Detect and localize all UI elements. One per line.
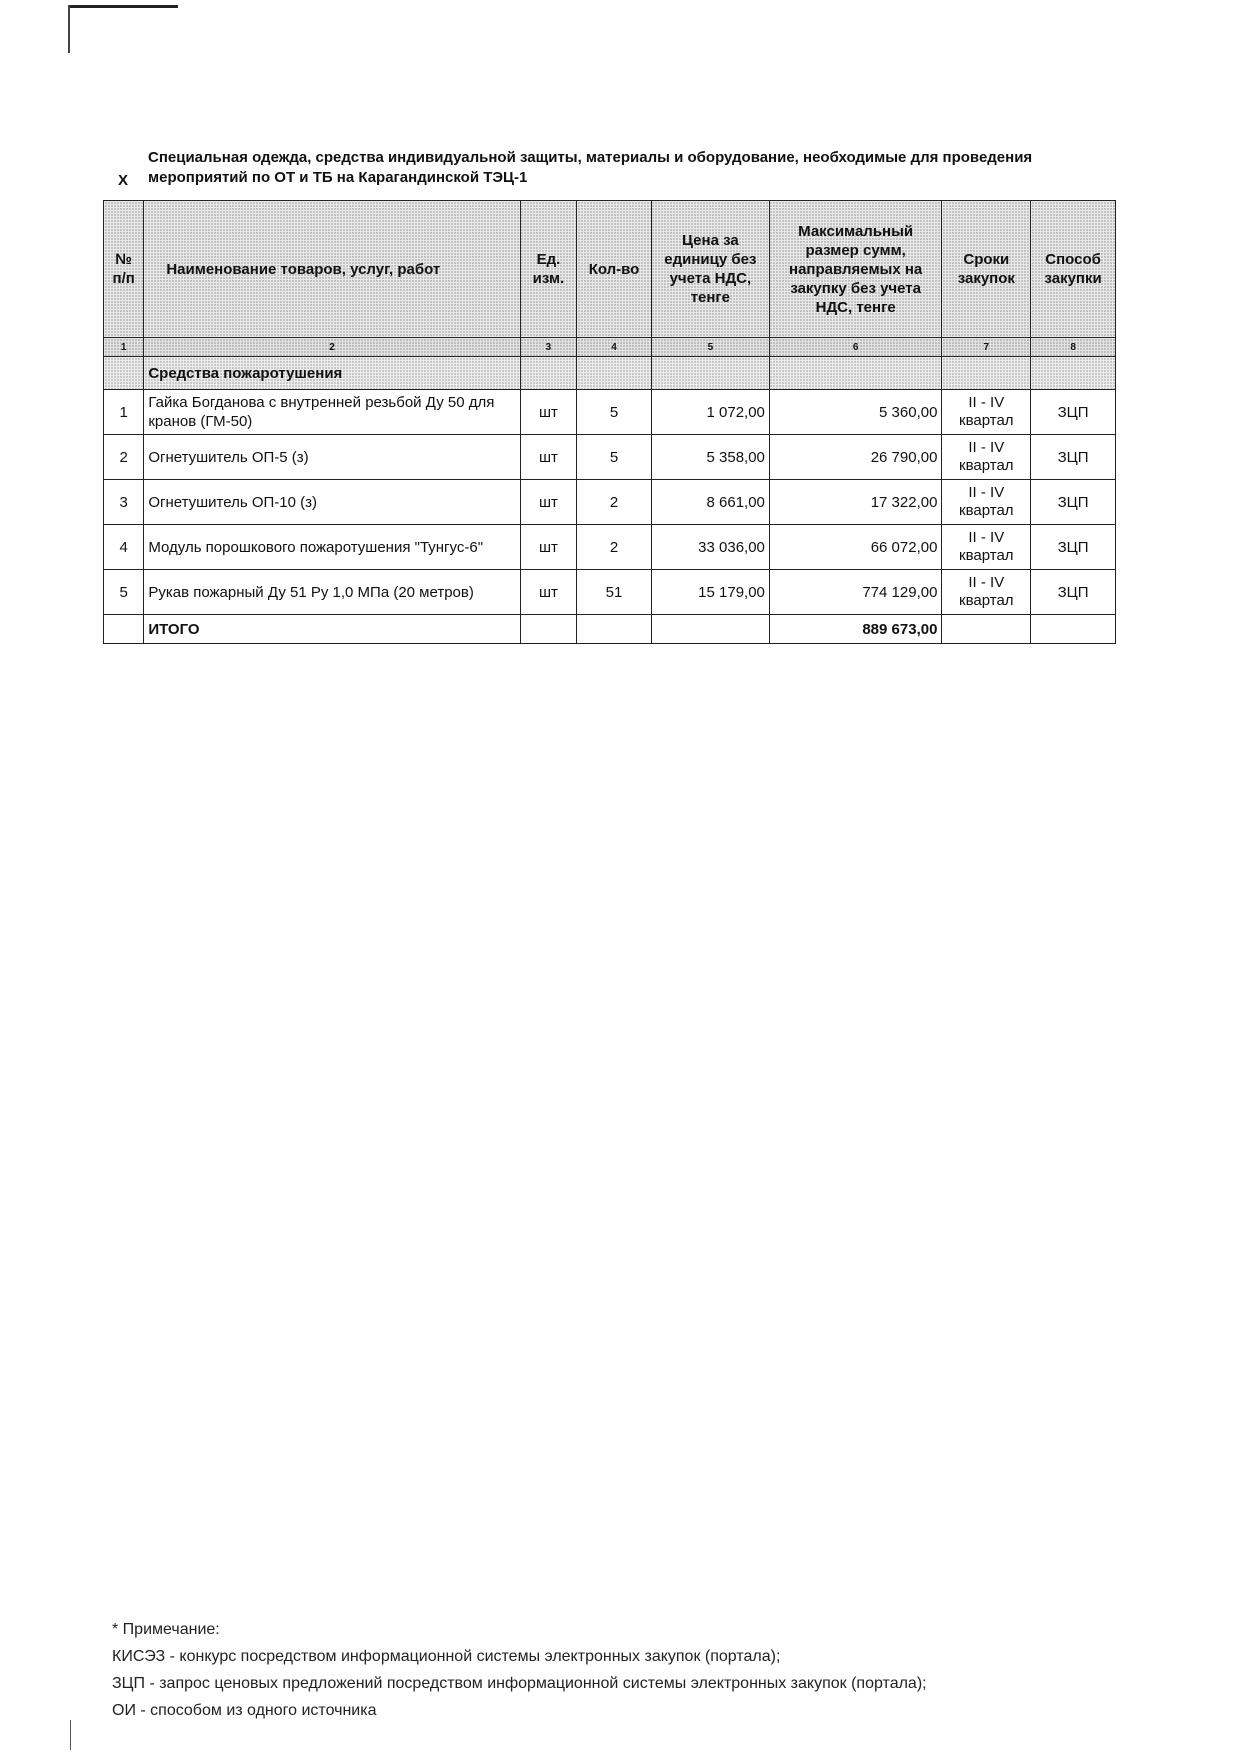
row-unit: шт — [520, 525, 577, 570]
row-unit: шт — [520, 480, 577, 525]
row-sum: 26 790,00 — [769, 435, 942, 480]
row-unit: шт — [520, 570, 577, 615]
row-method: ЗЦП — [1031, 525, 1116, 570]
column-number: 7 — [942, 338, 1031, 357]
header-cell-name: Наименование товаров, услуг, работ — [144, 201, 520, 338]
column-number: 2 — [144, 338, 520, 357]
row-sum: 5 360,00 — [769, 390, 942, 435]
table-row — [104, 525, 1116, 570]
row-method: ЗЦП — [1031, 435, 1116, 480]
row-method: ЗЦП — [1031, 390, 1116, 435]
row-period: II - IV квартал — [942, 570, 1031, 615]
row-num: 3 — [104, 480, 144, 525]
column-number: 3 — [520, 338, 577, 357]
footnote-line: КИСЭЗ - конкурс посредством информационной системы электронных закупок (портала); — [112, 1648, 781, 1665]
header-cell-method: Способ закупки — [1031, 201, 1116, 338]
footnote-line: ОИ - способом из одного источника — [112, 1702, 377, 1719]
row-unit: шт — [520, 435, 577, 480]
header-cell-period: Сроки закупок — [942, 201, 1031, 338]
header-cell-unit: Ед. изм. — [520, 201, 577, 338]
row-price: 5 358,00 — [651, 435, 769, 480]
category-row — [104, 357, 1116, 390]
row-qty: 51 — [577, 570, 652, 615]
table-row — [104, 480, 1116, 525]
row-period: II - IV квартал — [942, 390, 1031, 435]
row-price: 8 661,00 — [651, 480, 769, 525]
column-number: 1 — [104, 338, 144, 357]
row-sum: 17 322,00 — [769, 480, 942, 525]
total-row — [104, 615, 1116, 644]
scan-corner-mark-vertical — [68, 5, 70, 53]
category-label: Средства пожаротушения — [144, 357, 520, 390]
column-number: 5 — [651, 338, 769, 357]
row-period: II - IV квартал — [942, 435, 1031, 480]
row-period: II - IV квартал — [942, 480, 1031, 525]
row-num: 5 — [104, 570, 144, 615]
row-qty: 5 — [577, 435, 652, 480]
row-name: Огнетушитель ОП-10 (з) — [144, 480, 520, 525]
total-label: ИТОГО — [144, 615, 520, 644]
procurement-table — [103, 200, 1116, 644]
row-sum: 66 072,00 — [769, 525, 942, 570]
section-number: X — [118, 172, 129, 189]
table-row — [104, 390, 1116, 435]
row-price: 33 036,00 — [651, 525, 769, 570]
header-cell-sum: Максимальный размер сумм, направляемых на закупку без учета НДС, тенге — [769, 201, 942, 338]
header-cell-num: № п/п — [104, 201, 144, 338]
header-cell-price: Цена за единицу без учета НДС, тенге — [651, 201, 769, 338]
row-name: Модуль порошкового пожаротушения "Тунгус-6" — [144, 525, 520, 570]
row-name: Рукав пожарный Ду 51 Ру 1,0 МПа (20 метров) — [144, 570, 520, 615]
row-name: Огнетушитель ОП-5 (з) — [144, 435, 520, 480]
row-num: 2 — [104, 435, 144, 480]
row-unit: шт — [520, 390, 577, 435]
row-qty: 2 — [577, 480, 652, 525]
column-number: 8 — [1031, 338, 1116, 357]
footnote — [112, 1616, 927, 1724]
column-number: 6 — [769, 338, 942, 357]
row-qty: 5 — [577, 390, 652, 435]
row-sum: 774 129,00 — [769, 570, 942, 615]
scan-corner-mark — [68, 5, 178, 8]
scan-edge-mark — [70, 1720, 71, 1750]
row-period: II - IV квартал — [942, 525, 1031, 570]
row-method: ЗЦП — [1031, 480, 1116, 525]
row-name: Гайка Богданова с внутренней резьбой Ду 50 для кранов (ГМ-50) — [144, 390, 520, 435]
row-qty: 2 — [577, 525, 652, 570]
row-price: 1 072,00 — [651, 390, 769, 435]
column-number: 4 — [577, 338, 652, 357]
section-title: Специальная одежда, средства индивидуальной защиты, материалы и оборудование, необходимые для проведения мероприятий по ОТ и ТБ на Карагандинской ТЭЦ-1 — [148, 149, 1033, 186]
row-method: ЗЦП — [1031, 570, 1116, 615]
header-cell-qty: Кол-во — [577, 201, 652, 338]
footnote-line: ЗЦП - запрос ценовых предложений посредством информационной системы электронных закупок (портала); — [112, 1675, 927, 1692]
header-row — [104, 201, 1116, 338]
table-row — [104, 435, 1116, 480]
column-number-row — [104, 338, 1116, 357]
row-num: 4 — [104, 525, 144, 570]
table-row — [104, 570, 1116, 615]
total-sum: 889 673,00 — [769, 615, 942, 644]
row-num: 1 — [104, 390, 144, 435]
footnote-title: * Примечание: — [112, 1621, 220, 1638]
row-price: 15 179,00 — [651, 570, 769, 615]
